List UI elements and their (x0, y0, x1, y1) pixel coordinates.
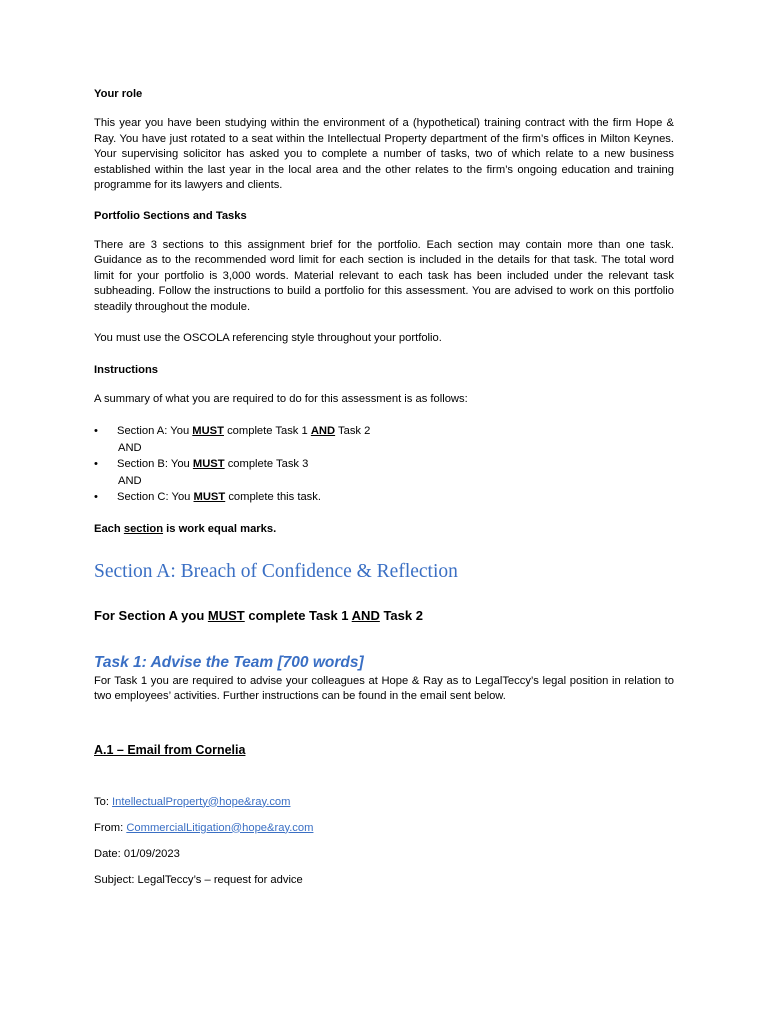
instructions-heading: Instructions (94, 363, 159, 376)
email-to: To: IntellectualProperty@hope&ray.com (94, 795, 291, 808)
portfolio-paragraph: There are 3 sections to this assignment brief for the portfolio. Each section may contain more than one task. Guidance as to the recommended word limit for each section is included in the details for that task. The total word limit for your portfolio is 3,000 words. Material relevant to each task has been included under the relevant task subheading. Follow the instructions to build a portfolio for this assessment. You are advised to work on this portfolio steadily throughout the module. (94, 238, 674, 313)
must-emphasis: MUST (193, 491, 226, 503)
email-to-link[interactable]: IntellectualProperty@hope&ray.com (112, 795, 291, 808)
bullet-icon: • (94, 458, 98, 470)
list-item: • Section C: You MUST complete this task. (94, 489, 674, 506)
bullet-icon: • (94, 491, 98, 503)
instructions-intro: A summary of what you are required to do for this assessment is as follows: (94, 392, 468, 405)
email-heading: A.1 – Email from Cornelia (94, 742, 246, 757)
your-role-heading: Your role (94, 88, 143, 100)
and-connector: AND (118, 474, 142, 487)
list-item: • Section B: You MUST complete Task 3 (94, 456, 674, 473)
oscola-paragraph: You must use the OSCOLA referencing style throughout your portfolio. (94, 332, 442, 344)
must-emphasis: MUST (192, 458, 225, 470)
email-from: From: CommercialLitigation@hope&ray.com (94, 821, 314, 834)
and-emphasis: AND (310, 425, 336, 437)
email-subject: Subject: LegalTeccy’s – request for advice (94, 873, 303, 886)
section-a-subheading: For Section A you MUST complete Task 1 AND Task 2 (94, 607, 423, 623)
email-from-link[interactable]: CommercialLitigation@hope&ray.com (126, 821, 314, 834)
bullet-icon: • (94, 425, 98, 437)
list-item: • Section A: You MUST complete Task 1 AND Task 2 (94, 423, 674, 440)
equal-marks-note: Each section is work equal marks. (94, 522, 277, 535)
task-1-paragraph: For Task 1 you are required to advise your colleagues at Hope & Ray as to LegalTeccy’s legal position in relation to two employees’ activities. Further instructions can be found in the email sent below. (94, 674, 674, 702)
and-connector: AND (118, 441, 142, 454)
portfolio-heading: Portfolio Sections and Tasks (94, 209, 247, 222)
email-date: Date: 01/09/2023 (94, 847, 180, 860)
must-emphasis: MUST (192, 425, 224, 437)
instructions-list (94, 423, 674, 506)
section-a-title: Section A: Breach of Confidence & Reflection (94, 560, 458, 582)
your-role-paragraph: This year you have been studying within the environment of a (hypothetical) training contract with the firm Hope & Ray. You have just rotated to a seat within the Intellectual Property department of the firm’s offices in Milton Keynes. Your supervising solicitor has asked you to complete a number of tasks, two of which relate to a new business established within the last year in the local area and the other relates to the firm’s ongoing education and training programme for its lawyers and clients. (94, 117, 674, 191)
task-1-title: Task 1: Advise the Team [700 words] (94, 653, 364, 671)
